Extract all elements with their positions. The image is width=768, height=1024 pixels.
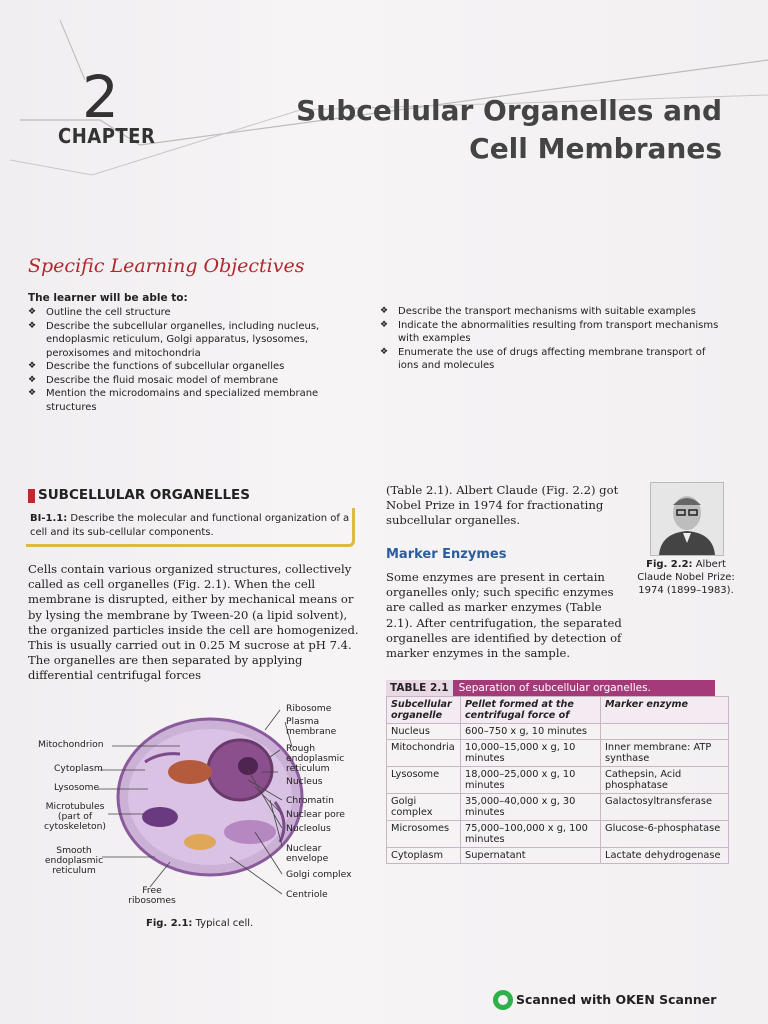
objective-item: ❖ Outline the cell structure (28, 306, 348, 320)
table-number: TABLE 2.1 (386, 680, 453, 696)
fig-2-2-label: Fig. 2.2: (646, 559, 693, 570)
table-row (387, 794, 729, 821)
section-heading-bar (28, 489, 35, 503)
table-row (387, 821, 729, 848)
label-ribosome: Ribosome (286, 703, 332, 714)
fig-2-1-label: Fig. 2.1: (146, 918, 193, 929)
label-centriole: Centriole (286, 889, 328, 900)
table-cell: Glucose-6-phosphatase (601, 821, 729, 848)
table-cell: Lactate dehydrogenase (601, 848, 729, 864)
label-free-ribosomes: Free ribosomes (128, 885, 176, 906)
table-cell (601, 724, 729, 740)
label-chromatin: Chromatin (286, 795, 334, 806)
label-microtubules: Microtubules (part of cytoskeleton) (44, 801, 106, 832)
objectives-right-list (380, 305, 720, 373)
label-nuclear-envelope: Nuclear envelope (286, 843, 329, 864)
table-cell: Inner membrane: ATP synthase (601, 740, 729, 767)
table-cell: Golgi complex (387, 794, 461, 821)
table-cell: Microsomes (387, 821, 461, 848)
fig-2-1-text: Typical cell. (195, 918, 254, 929)
scanner-logo-icon (493, 990, 513, 1010)
table-header: Subcellular organelle (387, 697, 461, 724)
table-row (387, 740, 729, 767)
table-row (387, 848, 729, 864)
table-cell: Nucleus (387, 724, 461, 740)
table-cell: 600–750 x g, 10 minutes (461, 724, 601, 740)
fig-2-2-caption (636, 558, 736, 597)
table-container (386, 696, 729, 864)
chapter-label: CHAPTER (58, 124, 156, 148)
chapter-title-line2: Cell Membranes (469, 132, 722, 165)
organelles-table (386, 696, 729, 864)
marker-enzymes-heading: Marker Enzymes (386, 547, 507, 562)
label-smooth-er: Smooth endoplasmic reticulum (44, 845, 104, 876)
objective-item: ❖ Describe the fluid mosaic model of membrane (28, 374, 348, 388)
label-plasma-membrane: Plasma membrane (286, 716, 337, 737)
typical-cell-figure (30, 692, 370, 910)
chapter-title-line1: Subcellular Organelles and (296, 94, 722, 127)
label-nucleus: Nucleus (286, 776, 323, 787)
objective-item: ❖ Describe the functions of subcellular organelles (28, 360, 348, 374)
fig-2-2-text: Albert Claude Nobel Prize: 1974 (1899–1983). (637, 559, 735, 596)
table-cell: 10,000–15,000 x g, 10 minutes (461, 740, 601, 767)
table-header: Pellet formed at the centrifugal force of (461, 697, 601, 724)
table-row (387, 767, 729, 794)
table-cell: 35,000–40,000 x g, 30 minutes (461, 794, 601, 821)
table-cell: 75,000–100,000 x g, 100 minutes (461, 821, 601, 848)
marker-enzymes-paragraph: Some enzymes are present in certain organelles only; such specific enzymes are called as marker enzymes (Table 2.1). After centrifugation, the separated organelles are identified by detection of marker enzymes in the sample. (386, 570, 622, 661)
chapter-number: 2 (82, 63, 119, 131)
table-title-bar (386, 676, 728, 693)
chapter-title (296, 92, 722, 168)
objectives-left-list (28, 306, 348, 414)
objectives-intro: The learner will be able to: (28, 292, 188, 304)
bi-code: BI-1.1: (30, 513, 68, 524)
body-paragraph-right-top: (Table 2.1). Albert Claude (Fig. 2.2) got Nobel Prize in 1974 for fractionating subcellular organelles. (386, 483, 619, 528)
table-cell: Mitochondria (387, 740, 461, 767)
objectives-heading: Specific Learning Objectives (28, 255, 305, 277)
table-cell: Cathepsin, Acid phosphatase (601, 767, 729, 794)
table-header-row (387, 697, 729, 724)
objective-item: ❖ Describe the subcellular organelles, including nucleus, endoplasmic reticulum, Golgi apparatus, lysosomes, peroxisomes and mitochondria (28, 320, 348, 361)
section-heading: SUBCELLULAR ORGANELLES (38, 487, 251, 503)
label-rough-er: Rough endoplasmic reticulum (286, 743, 345, 774)
objective-item: ❖ Indicate the abnormalities resulting from transport mechanisms with examples (380, 319, 720, 346)
label-cytoplasm: Cytoplasm (54, 763, 103, 774)
objective-item: ❖ Describe the transport mechanisms with suitable examples (380, 305, 720, 319)
table-cell: Lysosome (387, 767, 461, 794)
fig-2-1-caption (146, 918, 253, 929)
table-cell: 18,000–25,000 x g, 10 minutes (461, 767, 601, 794)
label-mitochondrion: Mitochondrion (38, 739, 104, 750)
label-nuclear-pore: Nuclear pore (286, 809, 345, 820)
bi-competency-text (30, 512, 350, 540)
label-nucleolus: Nucleolus (286, 823, 331, 834)
scanner-watermark: Scanned with OKEN Scanner (516, 992, 717, 1007)
table-cell: Galactosyltransferase (601, 794, 729, 821)
objective-item: ❖ Mention the microdomains and specialized membrane structures (28, 387, 348, 414)
table-cell: Cytoplasm (387, 848, 461, 864)
table-row (387, 724, 729, 740)
table-cell: Supernatant (461, 848, 601, 864)
albert-claude-photo (650, 482, 724, 556)
label-lysosome: Lysosome (54, 782, 100, 793)
objective-item: ❖ Enumerate the use of drugs affecting membrane transport of ions and molecules (380, 346, 720, 373)
label-golgi-complex: Golgi complex (286, 869, 352, 880)
table-header: Marker enzyme (601, 697, 729, 724)
table-title: Separation of subcellular organelles. (453, 680, 715, 696)
bi-description: Describe the molecular and functional organization of a cell and its sub-cellular components. (30, 513, 350, 538)
body-paragraph-left: Cells contain various organized structures, collectively called as cell organelles (Fig. 2.1). When the cell membrane is disrupted, either by mechanical means or by lysing the membrane by Tween-20 (a lipid solvent), the organized particles inside the cell are homogenized. This is usually carried out in 0.25 M sucrose at pH 7.4. The organelles are then separated by applying differential centrifugal forces (28, 562, 359, 683)
